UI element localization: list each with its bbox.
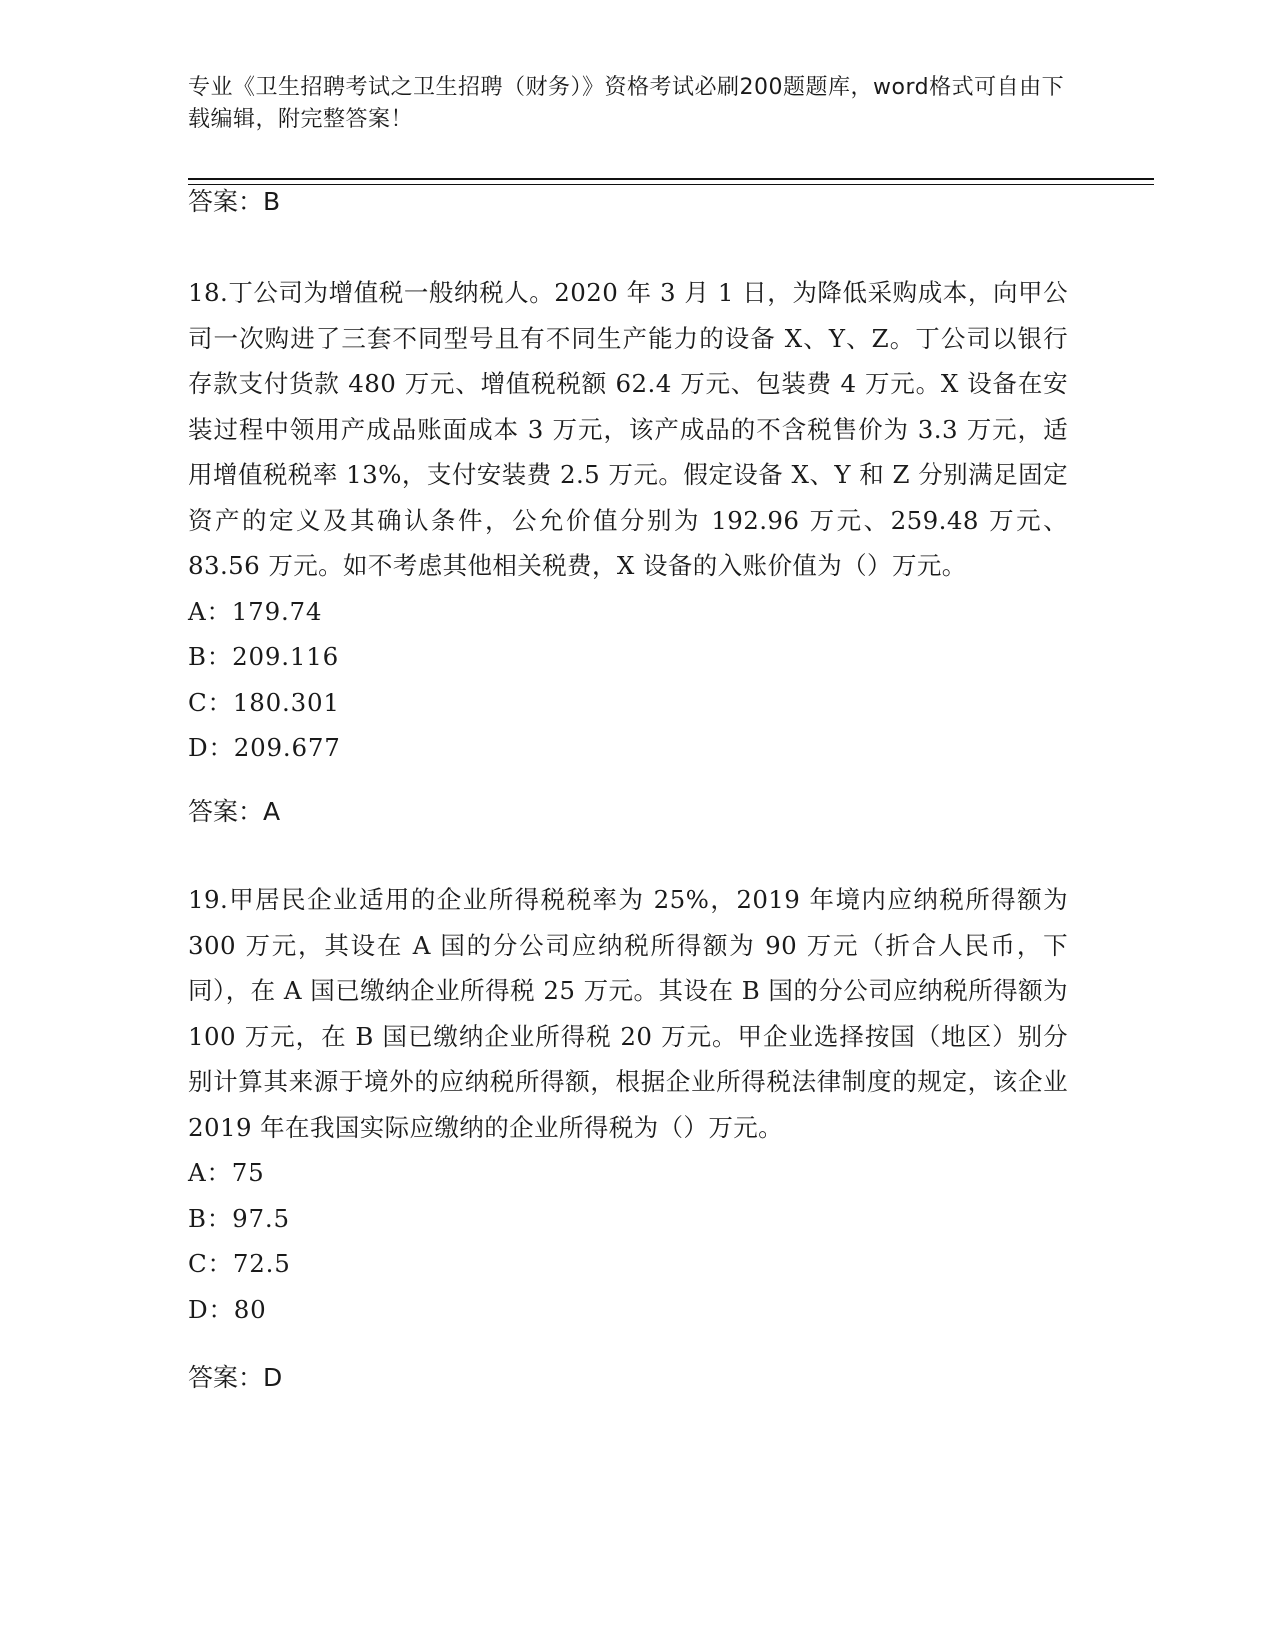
- question-18-option-a: A：179.74: [188, 596, 323, 626]
- question-19-stem: 19.甲居民企业适用的企业所得税税率为 25%，2019 年境内应纳税所得额为 300 万元，其设在 A 国的分公司应纳税所得额为 90 万元（折合人民币，下同），在 A 国已缴纳企业所得税 25 万元。其设在 B 国的分公司应纳税所得额为 100 万元，在 B 国已缴纳企业所得税 20 万元。甲企业选择按国（地区）别分别计算其来源于境外的应纳税所得额，根据企业所得税法律制度的规定，该企业 2019 年在我国实际应缴纳的企业所得税为（）万元。: [188, 885, 1068, 1142]
- question-19-option-d: D：80: [188, 1294, 267, 1324]
- question-18-stem: 18.丁公司为增值税一般纳税人。2020 年 3 月 1 日，为降低采购成本，向甲公司一次购进了三套不同型号且有不同生产能力的设备 X、Y、Z。丁公司以银行存款支付货款 480 万元、增值税税额 62.4 万元、包装费 4 万元。X 设备在安装过程中领用产成品账面成本 3 万元，该产成品的不含税售价为 3.3 万元，适用增值税税率 13%，支付安装费 2.5 万元。假定设备 X、Y 和 Z 分别满足固定资产的定义及其确认条件，公允价值分别为 192.96 万元、259.48 万元、83.56 万元。如不考虑其他相关税费，X 设备的入账价值为（）万元。: [188, 278, 1068, 580]
- question-18: [188, 270, 1068, 771]
- question-18-options: [188, 589, 1068, 771]
- header-rule-thick: [188, 178, 1154, 180]
- answer-18: 答案：A: [188, 797, 281, 826]
- question-18-option-c: C：180.301: [188, 687, 340, 717]
- page-header: 专业《卫生招聘考试之卫生招聘（财务）》资格考试必刷200题题库，word格式可自由下载编辑，附完整答案！: [188, 75, 1065, 132]
- answer-19: 答案：D: [188, 1363, 283, 1392]
- question-19-option-a: A：75: [188, 1158, 265, 1187]
- question-19-options: [188, 1150, 1068, 1332]
- answer-17: 答案：B: [188, 187, 281, 216]
- header-rule-thin: [188, 184, 1154, 185]
- question-19-option-c: C：72.5: [188, 1249, 291, 1278]
- question-18-option-d: D：209.677: [188, 733, 341, 762]
- question-18-option-b: B：209.116: [188, 642, 340, 671]
- question-19: [188, 877, 1068, 1332]
- question-19-option-b: B：97.5: [188, 1203, 290, 1233]
